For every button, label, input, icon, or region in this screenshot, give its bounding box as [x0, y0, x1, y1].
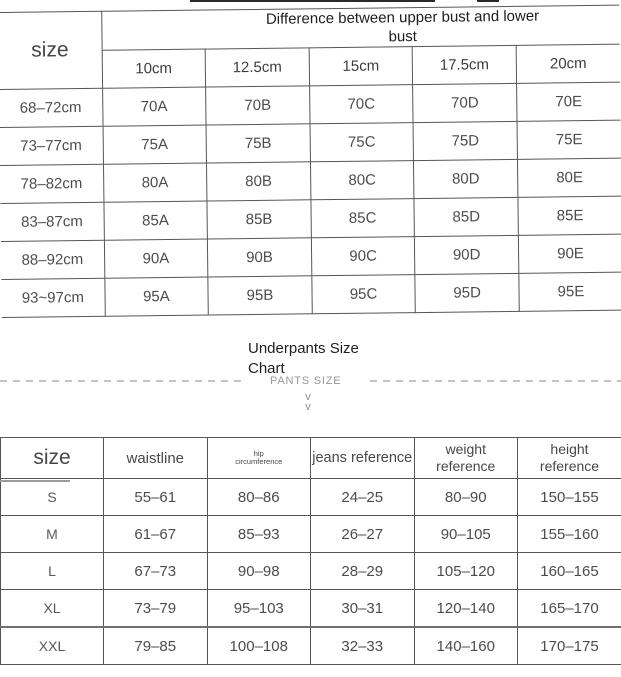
pants-cell: 80–86 [207, 479, 311, 516]
pants-cell: 160–165 [518, 553, 621, 590]
header-stitch-artifact-line [0, 480, 70, 482]
bra-cell: 90D [415, 235, 519, 274]
pants-cell: 90–105 [414, 516, 518, 553]
bra-cell: 80A [103, 163, 207, 202]
chevron-down-icon: v [305, 391, 311, 403]
bra-cell: 90A [104, 239, 208, 278]
pants-cell: 170–175 [518, 627, 621, 665]
pants-size-divider [0, 375, 621, 387]
bra-cell: 95B [208, 276, 312, 315]
bra-cell: 70E [516, 82, 620, 121]
pants-row [1, 553, 621, 590]
pants-row [1, 479, 621, 516]
bra-difference-header-line1: Difference between upper bust and lower [265, 7, 540, 28]
bra-row-label: 83–87cm [0, 202, 103, 241]
dashed-line-right [370, 380, 621, 382]
underpants-chart-title [248, 339, 359, 378]
pants-cell: 155–160 [518, 516, 621, 553]
pants-cell: 28–29 [311, 553, 415, 590]
bra-cell: 80C [310, 161, 414, 200]
bra-col-header: 10cm [102, 49, 206, 88]
bra-cell: 85C [311, 199, 415, 238]
pants-cell: 73–79 [104, 590, 208, 628]
bra-cell: 95C [312, 275, 416, 314]
bra-cell: 95A [104, 277, 208, 316]
pants-row-label: S [1, 479, 104, 516]
bra-row-label: 68–72cm [0, 88, 103, 127]
pants-cell: 24–25 [311, 479, 415, 516]
bra-col-header: 17.5cm [412, 45, 516, 84]
pants-cell: 165–170 [518, 590, 621, 628]
underpants-chart-title-line2: Chart [248, 359, 285, 377]
bra-row-label: 93~97cm [1, 278, 104, 317]
bra-cell: 75D [413, 121, 517, 160]
pants-row-label: L [1, 553, 104, 590]
chevron-down-icon: v [305, 401, 311, 413]
bra-col-header: 12.5cm [205, 48, 309, 87]
bra-cell: 80E [517, 158, 621, 197]
top-crop-artifact-line [477, 0, 499, 2]
pants-cell: 61–67 [104, 516, 208, 553]
bra-cell: 90C [311, 237, 415, 276]
bra-col-header: 20cm [516, 44, 620, 83]
underpants-chart-title-line1: Underpants Size [248, 340, 359, 357]
pants-cell: 95–103 [207, 590, 311, 628]
bra-cell: 75E [517, 120, 621, 159]
pants-row [1, 627, 621, 665]
bra-row-label: 88–92cm [1, 240, 104, 279]
weight-header-line2: reference [436, 458, 496, 474]
pants-row-label: M [1, 516, 104, 553]
bra-difference-header-text [102, 6, 620, 50]
top-crop-artifact-line [190, 0, 435, 2]
pants-size-label: PANTS SIZE [270, 375, 342, 387]
hip-circumference-header [207, 438, 311, 479]
bra-cell: 90B [207, 238, 311, 277]
waistline-header: waistline [104, 438, 208, 479]
bra-cell: 85D [414, 197, 518, 236]
bra-cell: 70C [309, 85, 413, 124]
down-chevrons-icon [0, 392, 616, 412]
pants-row [1, 516, 621, 553]
pants-cell: 80–90 [414, 479, 518, 516]
pants-row-label: XXL [1, 627, 104, 665]
weight-header-line1: weight [445, 441, 486, 457]
pants-cell: 120–140 [414, 590, 518, 628]
bra-cell: 90E [518, 234, 621, 273]
pants-cell: 79–85 [104, 627, 208, 665]
bra-cell: 75C [310, 123, 414, 162]
height-header-line1: height [550, 441, 589, 457]
pants-cell: 105–120 [414, 553, 518, 590]
pants-cell: 26–27 [311, 516, 415, 553]
pants-cell: 150–155 [518, 479, 621, 516]
dashed-line-left [0, 380, 243, 382]
pants-cell: 90–98 [207, 553, 311, 590]
pants-row-label: XL [1, 590, 104, 628]
weight-reference-header [414, 438, 518, 479]
underpants-size-table [0, 437, 621, 665]
pants-cell: 100–108 [207, 627, 311, 665]
bra-difference-header [101, 5, 619, 50]
hip-header-line1: hip [253, 448, 264, 458]
bra-row-label: 78–82cm [0, 164, 103, 203]
bra-size-corner-header: size [0, 11, 102, 89]
hip-header-line2: circumference [235, 457, 283, 466]
pants-row [1, 590, 621, 628]
pants-header-row [1, 438, 621, 479]
bra-cell: 85B [207, 200, 311, 239]
jeans-reference-header: jeans reference [311, 438, 415, 479]
bra-cell: 70D [413, 83, 517, 122]
bra-col-header: 15cm [309, 47, 413, 86]
pants-cell: 30–31 [311, 590, 415, 628]
bra-size-table [0, 5, 621, 318]
pants-size-corner-header: size [1, 438, 104, 479]
bra-cell: 70B [206, 86, 310, 125]
bra-cell: 80B [207, 162, 311, 201]
bra-cell: 85E [518, 196, 621, 235]
height-header-line2: reference [539, 458, 600, 474]
pants-cell: 140–160 [414, 627, 518, 665]
bra-cell: 70A [102, 87, 206, 126]
pants-cell: 55–61 [104, 479, 208, 516]
bra-difference-header-line2: bust [388, 28, 418, 46]
bra-cell: 95E [519, 272, 621, 311]
pants-cell: 32–33 [311, 627, 415, 665]
bra-cell: 75A [103, 125, 207, 164]
height-reference-header [518, 438, 621, 479]
bra-row [1, 272, 621, 317]
pants-cell: 67–73 [104, 553, 208, 590]
pants-cell: 85–93 [207, 516, 311, 553]
bra-cell: 85A [103, 201, 207, 240]
bra-cell: 95D [415, 273, 519, 312]
bra-row-label: 73–77cm [0, 126, 103, 165]
bra-cell: 80D [414, 159, 518, 198]
bra-cell: 75B [206, 124, 310, 163]
